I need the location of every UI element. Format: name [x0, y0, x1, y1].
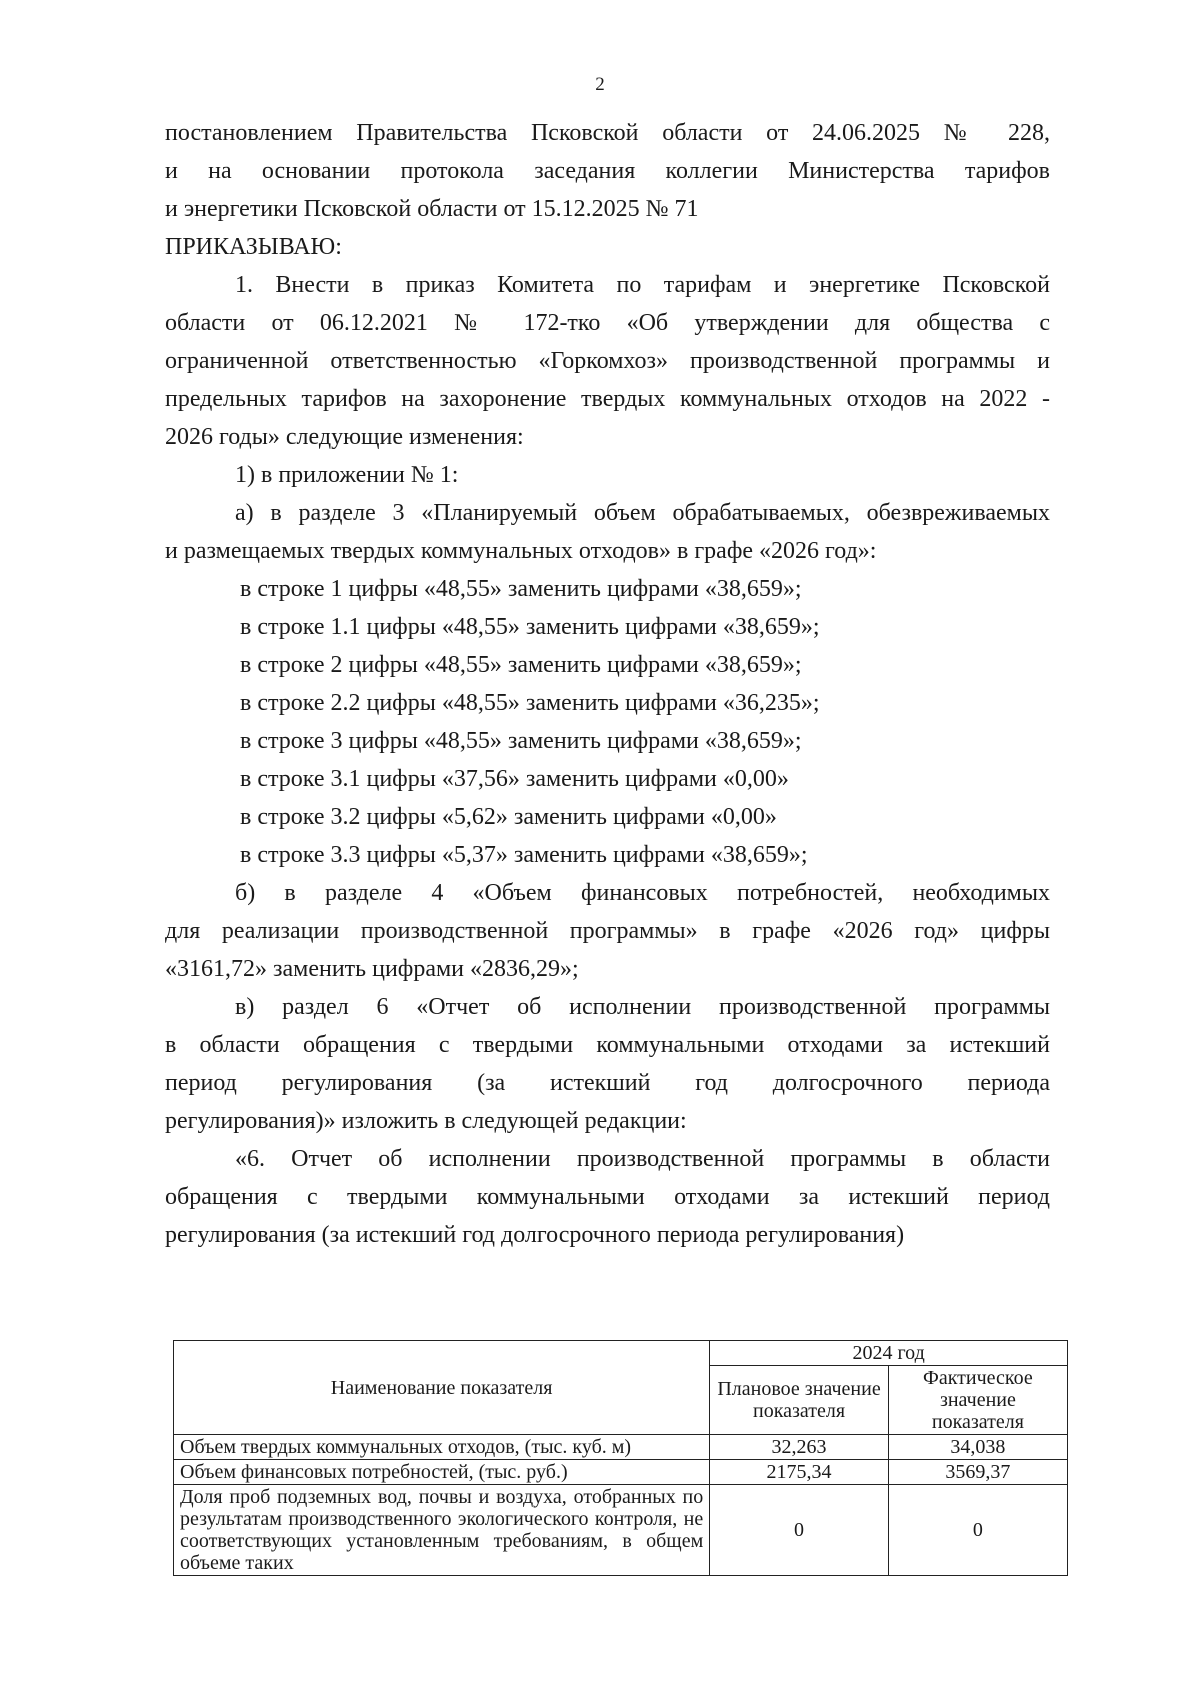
row-fact: 34,038	[888, 1435, 1067, 1460]
header-fact-value: Фактическое значение показателя	[888, 1366, 1067, 1435]
table-row	[174, 1460, 1068, 1485]
report-table	[173, 1340, 1068, 1576]
page-number: 2	[595, 74, 605, 95]
sub-a-line: а) в разделе 3 «Планируемый объем обрабатываемых, обезвреживаемых	[235, 500, 1050, 526]
table-row	[174, 1435, 1068, 1460]
sub-v-line: в области обращения с твердыми коммунальными отходами за истекший	[165, 1032, 1050, 1058]
section-6-line: обращения с твердыми коммунальными отходами за истекший период	[165, 1184, 1050, 1210]
header-indicator-name: Наименование показателя	[174, 1341, 710, 1435]
replacement-line: в строке 3.1 цифры «37,56» заменить цифрами «0,00»	[240, 766, 789, 792]
sub-a-line: и размещаемых твердых коммунальных отходов» в графе «2026 год»:	[165, 538, 877, 564]
row-name: Объем финансовых потребностей, (тыс. руб.)	[174, 1460, 710, 1485]
sub-item-1: 1) в приложении № 1:	[235, 462, 459, 488]
header-plan-value: Плановое значение показателя	[710, 1366, 889, 1435]
order-word: ПРИКАЗЫВАЮ:	[165, 234, 342, 260]
replacement-line: в строке 3.2 цифры «5,62» заменить цифрами «0,00»	[240, 804, 777, 830]
row-fact: 3569,37	[888, 1460, 1067, 1485]
replacement-line: в строке 3.3 цифры «5,37» заменить цифрами «38,659»;	[240, 842, 808, 868]
row-plan: 0	[710, 1485, 889, 1576]
item-1-line: 1. Внести в приказ Комитета по тарифам и энергетике Псковской	[235, 272, 1050, 298]
replacement-line: в строке 3 цифры «48,55» заменить цифрами «38,659»;	[240, 728, 802, 754]
replacement-line: в строке 2 цифры «48,55» заменить цифрами «38,659»;	[240, 652, 802, 678]
sub-b-line: «3161,72» заменить цифрами «2836,29»;	[165, 956, 579, 982]
table-row	[174, 1485, 1068, 1576]
row-fact: 0	[888, 1485, 1067, 1576]
row-plan: 2175,34	[710, 1460, 889, 1485]
replacement-line: в строке 2.2 цифры «48,55» заменить цифрами «36,235»;	[240, 690, 820, 716]
item-1-line: предельных тарифов на захоронение твердых коммунальных отходов на 2022 -	[165, 386, 1050, 412]
header-year: 2024 год	[710, 1341, 1068, 1366]
order-text	[165, 114, 1050, 1254]
sub-v-line: период регулирования (за истекший год долгосрочного периода	[165, 1070, 1050, 1096]
sub-b-line: б) в разделе 4 «Объем финансовых потребностей, необходимых	[235, 880, 1050, 906]
section-6-line: регулирования (за истекший год долгосрочного периода регулирования)	[165, 1222, 905, 1248]
section-6-line: «6. Отчет об исполнении производственной программы в области	[235, 1146, 1050, 1172]
replacement-line: в строке 1 цифры «48,55» заменить цифрами «38,659»;	[240, 576, 802, 602]
sub-v-line: в) раздел 6 «Отчет об исполнении производственной программы	[235, 994, 1050, 1020]
row-name: Объем твердых коммунальных отходов, (тыс. куб. м)	[174, 1435, 710, 1460]
item-1-line: ограниченной ответственностью «Горкомхоз» производственной программы и	[165, 348, 1050, 374]
text-line: постановлением Правительства Псковской области от 24.06.2025 № 228,	[165, 120, 1050, 146]
sub-v-line: регулирования)» изложить в следующей редакции:	[165, 1108, 687, 1134]
item-1-line: области от 06.12.2021 № 172-тко «Об утверждении для общества с	[165, 310, 1050, 336]
table-header-row	[174, 1341, 1068, 1366]
text-line: и на основании протокола заседания коллегии Министерства тарифов	[165, 158, 1050, 184]
sub-b-line: для реализации производственной программы» в графе «2026 год» цифры	[165, 918, 1050, 944]
row-name: Доля проб подземных вод, почвы и воздуха, отобранных по результатам производственного экологического контроля, не соответствующих установленным требованиям, в общем объеме таких	[174, 1485, 710, 1576]
text-line: и энергетики Псковской области от 15.12.2025 № 71	[165, 196, 699, 222]
row-plan: 32,263	[710, 1435, 889, 1460]
replacement-line: в строке 1.1 цифры «48,55» заменить цифрами «38,659»;	[240, 614, 820, 640]
item-1-line: 2026 годы» следующие изменения:	[165, 424, 524, 450]
